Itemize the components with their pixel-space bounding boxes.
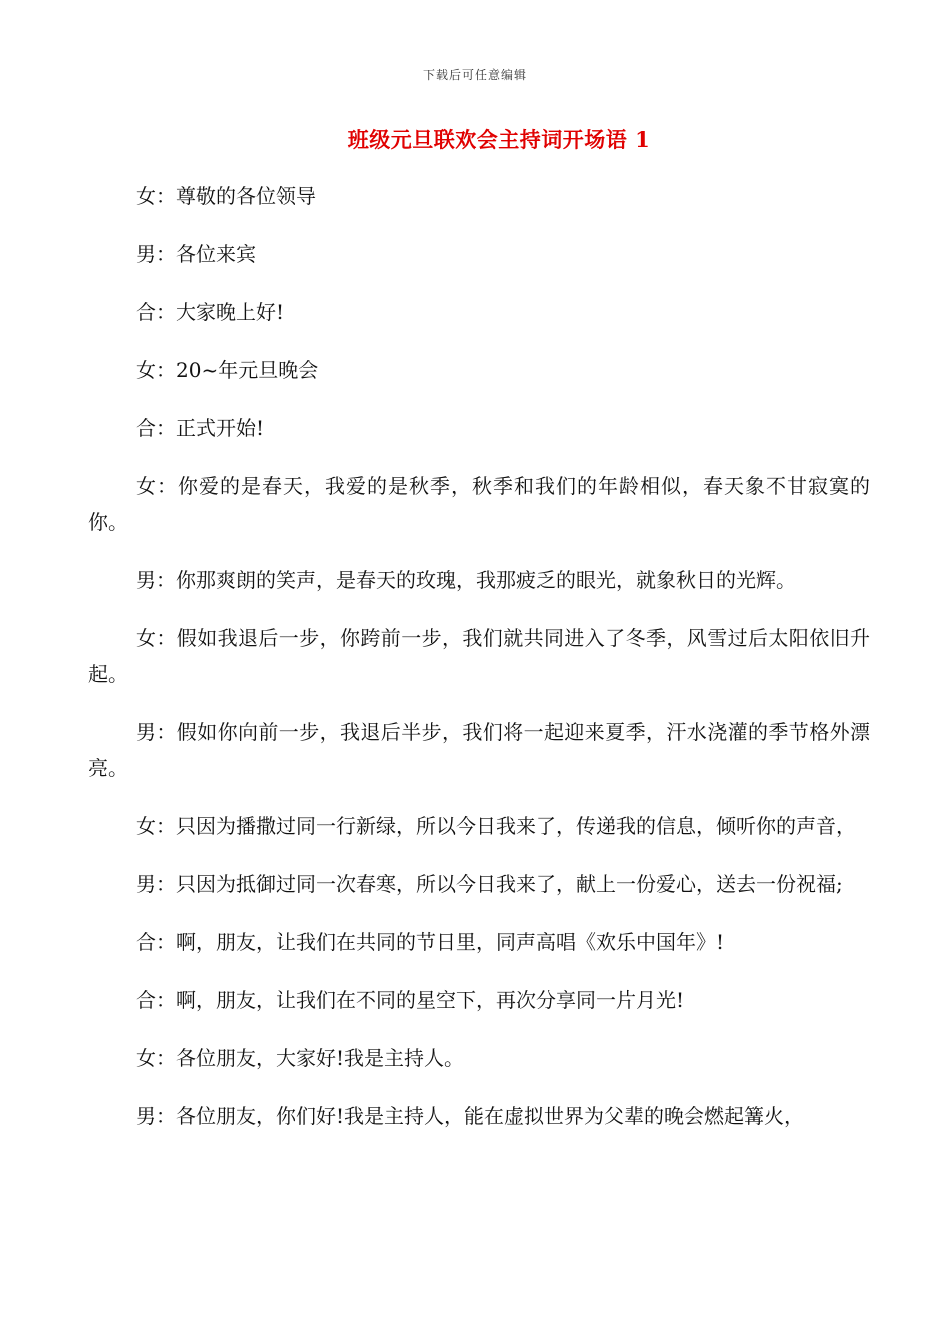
paragraph: 女：20~年元旦晚会	[136, 358, 319, 382]
document-title: 班级元旦联欢会主持词开场语 1	[347, 127, 651, 152]
paragraph: 男：假如你向前一步，我退后半步，我们将一起迎来夏季，汗水浇灌的季节格外漂亮。	[88, 720, 870, 780]
paragraph: 女：只因为播撒过同一行新绿，所以今日我来了，传递我的信息，倾听你的声音，	[136, 814, 856, 838]
paragraph: 女：你爱的是春天，我爱的是秋季，秋季和我们的年龄相似，春天象不甘寂寞的你。	[88, 474, 870, 534]
paragraph: 男：你那爽朗的笑声，是春天的玫瑰，我那疲乏的眼光，就象秋日的光辉。	[136, 568, 796, 592]
paragraph: 男：各位来宾	[136, 242, 256, 266]
paragraph: 男：只因为抵御过同一次春寒，所以今日我来了，献上一份爱心，送去一份祝福;	[136, 872, 843, 896]
paragraph: 合：大家晚上好!	[136, 300, 285, 324]
paragraph: 合：啊，朋友，让我们在不同的星空下，再次分享同一片月光!	[136, 988, 685, 1012]
page-header-note: 下载后可任意编辑	[422, 68, 527, 82]
document-body	[88, 178, 870, 1134]
paragraph: 男：各位朋友，你们好!我是主持人，能在虚拟世界为父辈的晚会燃起篝火，	[136, 1104, 805, 1128]
paragraph: 合：正式开始!	[136, 416, 265, 440]
paragraph: 女：假如我退后一步，你跨前一步，我们就共同进入了冬季，风雪过后太阳依旧升起。	[88, 626, 870, 686]
paragraph: 女：尊敬的各位领导	[136, 184, 316, 208]
paragraph: 合：啊，朋友，让我们在共同的节日里，同声高唱《欢乐中国年》!	[136, 930, 725, 954]
paragraph: 女：各位朋友，大家好!我是主持人。	[136, 1046, 465, 1070]
